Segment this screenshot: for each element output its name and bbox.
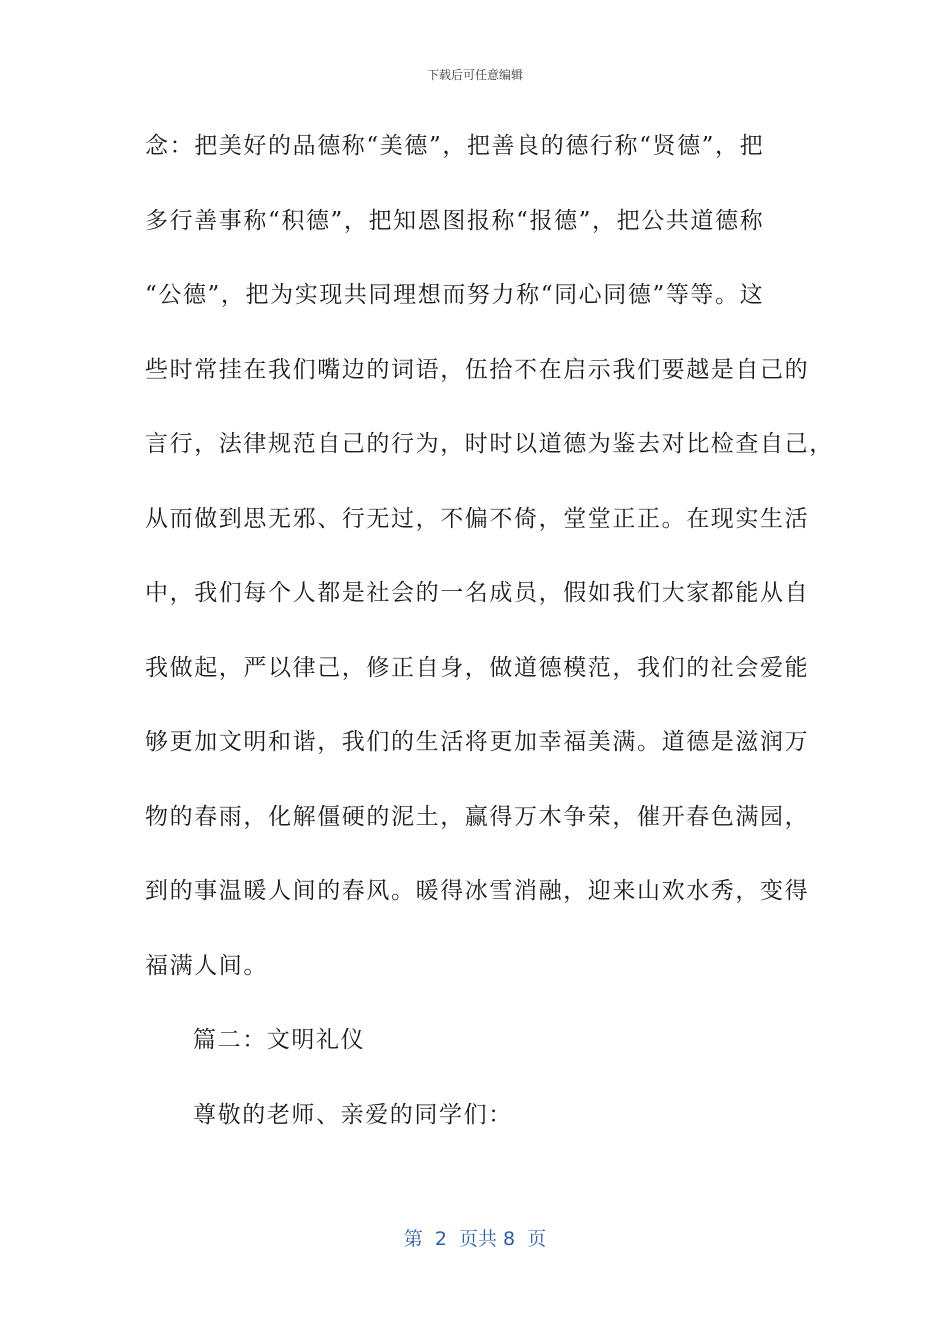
paragraph-line: 些时常挂在我们嘴边的词语，伍拾不在启示我们要越是自己的 [145, 356, 810, 383]
document-body [145, 121, 834, 1164]
paragraph-line: “公德”，把为实现共同理想而努力称“同心同德”等等。这 [145, 282, 765, 308]
paragraph-line: 念：把美好的品德称“美德”，把善良的德行称“贤德”，把 [145, 133, 765, 159]
paragraph-line: 中，我们每个人都是社会的一名成员，假如我们大家都能从自 [145, 580, 810, 606]
paragraph-line: 物的春雨，化解僵硬的泥土，赢得万木争荣，催开春色满园， [145, 803, 810, 830]
paragraph-line: 福满人间。 [145, 952, 268, 979]
paragraph-line: 从而做到思无邪、行无过，不偏不倚，堂堂正正。在现实生活 [145, 505, 810, 532]
section-title: 篇二：文明礼仪 [193, 1027, 366, 1053]
page-header: 下载后可任意编辑 [426, 68, 523, 82]
greeting-line: 尊敬的老师、亲爱的同学们： [193, 1101, 513, 1128]
page-number-footer: 第 2 页共 8 页 [403, 1228, 547, 1250]
paragraph-line: 多行善事称“积德”，把知恩图报称“报德”，把公共道德称 [145, 207, 765, 234]
paragraph-line: 到的事温暖人间的春风。暖得冰雪消融，迎来山欢水秀，变得 [145, 878, 810, 904]
paragraph-line: 言行，法律规范自己的行为，时时以道德为鉴去对比检查自己， [145, 431, 834, 457]
paragraph-line: 够更加文明和谐，我们的生活将更加幸福美满。道德是滋润万 [145, 729, 810, 755]
paragraph-line: 我做起，严以律己，修正自身，做道德模范，我们的社会爱能 [145, 654, 810, 681]
